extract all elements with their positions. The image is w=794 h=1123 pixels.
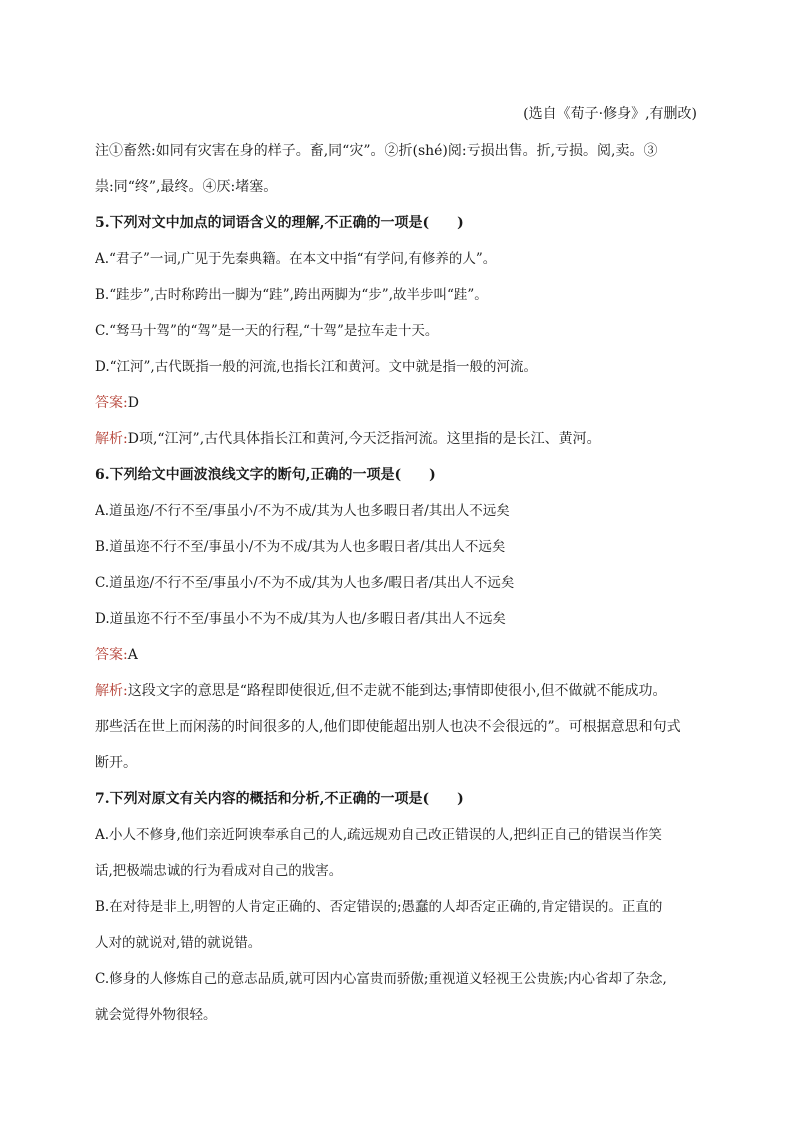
answer-value: A	[127, 647, 138, 663]
question-6-analysis-line-2: 那些活在世上而闲荡的时间很多的人,他们即使能超出别人也决不会很远的”。可根据意思和句式	[95, 719, 681, 735]
analysis-text: D项,“江河”,古代具体指长江和黄河,今天泛指河流。这里指的是长江、黄河。	[127, 431, 601, 447]
question-5-option-b: B.“跬步”,古时称跨出一脚为“跬”,跨出两脚为“步”,故半步叫“跬”。	[95, 287, 488, 303]
question-5-answer	[95, 393, 707, 413]
question-6-option-b: B.道虽迩不行不至/事虽小/不为不成/其为人也多暇日者/其出人不远矣	[95, 539, 506, 555]
question-7-option-c-line-1: C.修身的人修炼自己的意志品质,就可因内心富贵而骄傲;重视道义轻视王公贵族;内心省却了杂念,	[95, 971, 667, 987]
question-5-stem: 5.下列对文中加点的词语含义的理解,不正确的一项是( )	[95, 215, 464, 231]
question-5-option-c: C.“驽马十驾”的“驾”是一天的行程,“十驾”是拉车走十天。	[95, 323, 439, 339]
question-7-option-a-line-1: A.小人不修身,他们亲近阿谀奉承自己的人,疏远规劝自己改正错误的人,把纠正自己的错误当作笑	[95, 827, 662, 843]
answer-label: 答案:	[95, 395, 128, 411]
question-6-option-a: A.道虽迩/不行不至/事虽小/不为不成/其为人也多暇日者/其出人不远矣	[95, 503, 510, 519]
question-5-option-d: D.“江河”,古代既指一般的河流,也指长江和黄河。文中就是指一般的河流。	[95, 359, 538, 375]
question-5-option-a: A.“君子”一词,广见于先秦典籍。在本文中指“有学问,有修养的人”。	[95, 251, 497, 267]
question-6-stem: 6.下列给文中画波浪线文字的断句,正确的一项是( )	[95, 467, 436, 483]
question-6-answer	[95, 645, 707, 665]
analysis-label: 解析:	[95, 431, 128, 447]
question-6-analysis-line-3: 断开。	[95, 755, 137, 771]
question-7-option-b-line-1: B.在对待是非上,明智的人肯定正确的、否定错误的;愚蠢的人却否定正确的,肯定错误的。正直的	[95, 899, 663, 915]
question-6-option-c: C.道虽迩/不行不至/事虽小/不为不成/其为人也多/暇日者/其出人不远矣	[95, 575, 515, 591]
question-7-option-b-line-2: 人对的就说对,错的就说错。	[95, 935, 262, 951]
note-line-1: 注①畜然:如同有灾害在身的样子。畜,同“灾”。②折(shé)阅:亏损出售。折,亏损。阅,卖。③	[95, 143, 658, 159]
question-6-option-d: D.道虽迩不行不至/事虽小不为不成/其为人也/多暇日者/其出人不远矣	[95, 611, 506, 627]
analysis-text: 这段文字的意思是“路程即使很近,但不走就不能到达;事情即使很小,但不做就不能成功。	[127, 683, 667, 699]
question-6-analysis-line-1	[95, 681, 707, 701]
question-7-stem: 7.下列对原文有关内容的概括和分析,不正确的一项是( )	[95, 791, 464, 807]
question-7-option-c-line-2: 就会觉得外物很轻。	[95, 1007, 217, 1023]
note-line-2: 祟:同“终”,最终。④厌:堵塞。	[95, 179, 278, 195]
answer-value: D	[127, 395, 139, 411]
source-citation: (选自《荀子·修身》,有删改)	[523, 106, 697, 122]
answer-label: 答案:	[95, 647, 128, 663]
question-5-analysis	[95, 429, 707, 449]
analysis-label: 解析:	[95, 683, 128, 699]
question-7-option-a-line-2: 话,把极端忠诚的行为看成对自己的戕害。	[95, 863, 343, 879]
